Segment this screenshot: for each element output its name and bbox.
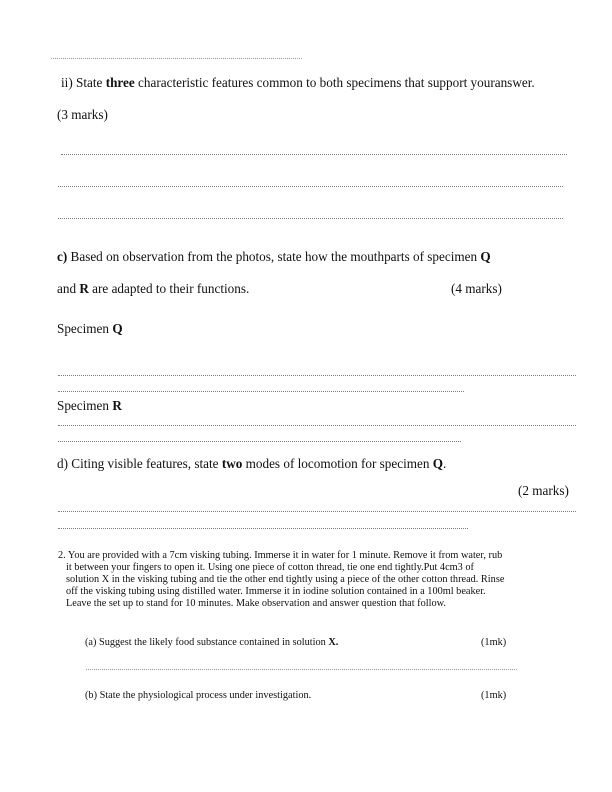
question-text: Based on observation from the photos, state how the mouthparts of specimen (67, 249, 481, 264)
specimen-id: Q (112, 321, 123, 336)
solution-id: X. (328, 637, 339, 648)
question-c-line2 (57, 281, 249, 297)
question-2-line: Leave the set up to stand for 10 minutes. Make observation and answer question that follow. (66, 598, 446, 609)
question-text: modes of locomotion for specimen (242, 456, 433, 471)
specimen-id: Q (432, 456, 444, 471)
question-2-line: off the visking tubing using distilled water. Immerse it in iodine solution contained in a 100ml beaker. (66, 586, 486, 597)
question-text: ii) State (61, 75, 106, 90)
question-emphasis: two (221, 456, 243, 471)
answer-line[interactable] (58, 218, 563, 219)
specimen-q-heading (57, 321, 123, 337)
answer-line[interactable] (58, 511, 576, 512)
question-2a (85, 637, 338, 649)
question-2-line: solution X in the visking tubing and tie the other end tightly using a piece of the other cotton thread. Rinse (66, 574, 505, 585)
question-text: and (57, 281, 80, 296)
marks-label: (3 marks) (57, 107, 108, 122)
heading-text: Specimen (57, 321, 113, 336)
question-c-line1 (57, 249, 491, 265)
answer-line[interactable] (58, 528, 468, 529)
question-text: . (443, 456, 447, 471)
answer-line[interactable] (61, 154, 567, 155)
marks-label: (4 marks) (451, 281, 502, 296)
answer-line[interactable] (58, 391, 464, 392)
specimen-id: Q (480, 249, 491, 264)
answer-line[interactable] (86, 669, 517, 670)
specimen-id: R (112, 398, 122, 413)
question-text: are adapted to their functions. (88, 281, 250, 296)
answer-line[interactable] (58, 441, 461, 442)
answer-line[interactable] (58, 375, 576, 376)
answer-line[interactable] (58, 425, 576, 426)
marks-label: (1mk) (481, 690, 507, 701)
heading-text: Specimen (57, 398, 113, 413)
question-b-ii (61, 75, 535, 91)
question-label: c) (57, 249, 68, 264)
marks-label: (1mk) (481, 637, 507, 648)
question-emphasis: three (105, 75, 135, 90)
question-d (57, 456, 446, 472)
answer-line-top (51, 58, 302, 59)
specimen-r-heading (57, 398, 122, 414)
question-2b: (b) State the physiological process under investigation. (85, 690, 312, 701)
question-2-line: it between your fingers to open it. Using one piece of cotton thread, tie one end tightly.Put 4cm3 of (66, 562, 474, 573)
question-text: characteristic features common to both specimens that support youranswer. (134, 75, 535, 90)
answer-line[interactable] (58, 186, 563, 187)
question-2-line: 2. You are provided with a 7cm visking tubing. Immerse it in water for 1 minute. Remove it from water, rub (58, 550, 503, 561)
question-text: (a) Suggest the likely food substance contained in solution (85, 637, 329, 648)
marks-label: (2 marks) (518, 483, 569, 498)
question-text: d) Citing visible features, state (57, 456, 222, 471)
specimen-id: R (79, 281, 89, 296)
